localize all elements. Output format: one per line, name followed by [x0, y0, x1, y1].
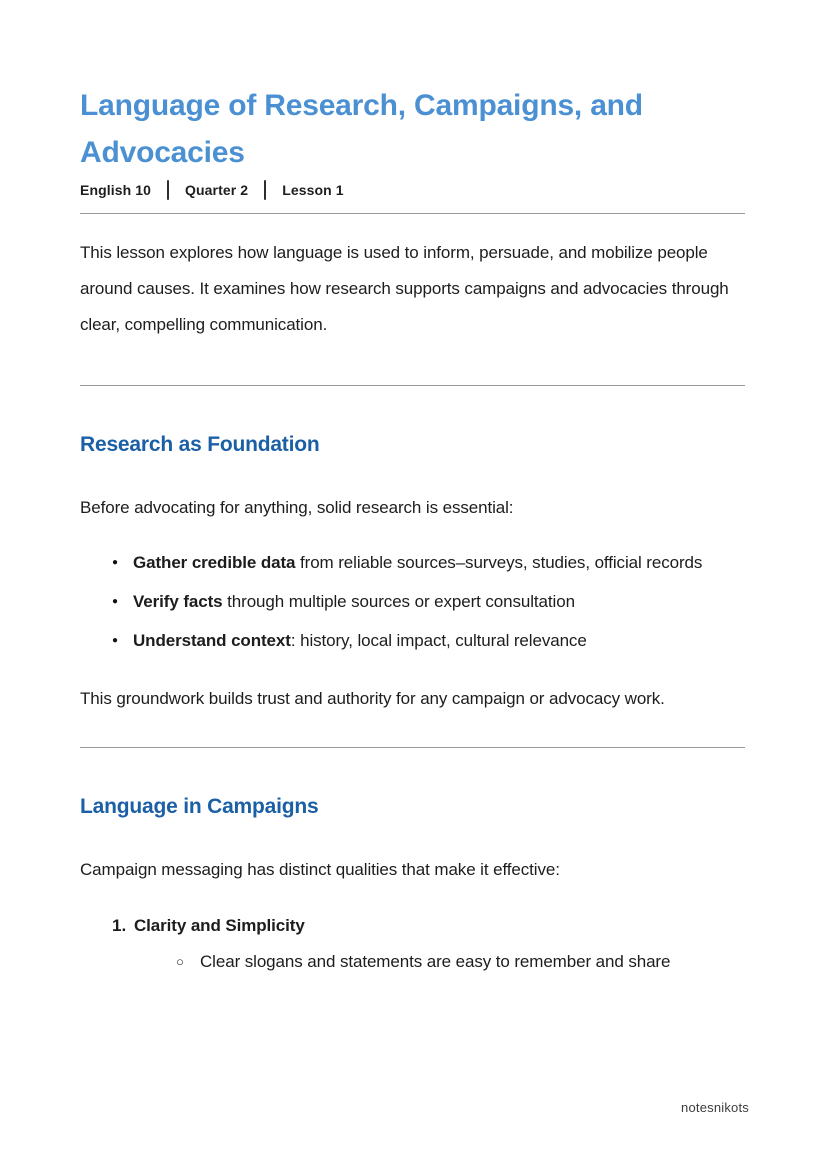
research-conclusion-paragraph: This groundwork builds trust and authority for any campaign or advocacy work.	[80, 689, 665, 708]
bullet-text: : history, local impact, cultural relevance	[290, 631, 587, 650]
meta-separator	[264, 180, 266, 200]
meta-lesson: Lesson 1	[282, 182, 344, 198]
research-lead-paragraph: Before advocating for anything, solid research is essential:	[80, 498, 514, 517]
divider	[80, 213, 745, 214]
bullet-bold-lead: Gather credible data	[133, 553, 296, 572]
section-heading-campaigns: Language in Campaigns	[80, 795, 319, 818]
lesson-meta	[80, 180, 745, 200]
divider	[80, 385, 745, 386]
sub-list-item	[80, 944, 745, 980]
numbered-item	[80, 908, 745, 944]
item-title: Clarity and Simplicity	[134, 916, 305, 935]
bullet-text: through multiple sources or expert consultation	[222, 592, 575, 611]
divider	[80, 747, 745, 748]
meta-subject: English 10	[80, 182, 152, 198]
sub-item-text: Clear slogans and statements are easy to remember and share	[200, 952, 671, 971]
campaigns-lead-paragraph: Campaign messaging has distinct qualities that make it effective:	[80, 860, 560, 879]
item-number: 1.	[112, 916, 127, 935]
watermark: notesnikots	[681, 1100, 749, 1115]
list-item	[80, 584, 745, 620]
section-heading-research: Research as Foundation	[80, 433, 320, 456]
research-bullet-list	[80, 545, 745, 659]
page-title: Language of Research, Campaigns, and Advocacies	[80, 89, 643, 169]
list-item	[80, 545, 745, 581]
numbered-list	[80, 908, 745, 980]
bullet-text: from reliable sources–surveys, studies, official records	[295, 553, 703, 572]
meta-quarter: Quarter 2	[185, 182, 249, 198]
intro-paragraph: This lesson explores how language is used to inform, persuade, and mobilize people around causes. It examines how research supports campaigns and advocacies through clear, compelling communication.	[80, 243, 729, 334]
meta-separator	[167, 180, 169, 200]
list-item	[80, 623, 745, 659]
bullet-bold-lead: Verify facts	[133, 592, 223, 611]
bullet-bold-lead: Understand context	[133, 631, 291, 650]
